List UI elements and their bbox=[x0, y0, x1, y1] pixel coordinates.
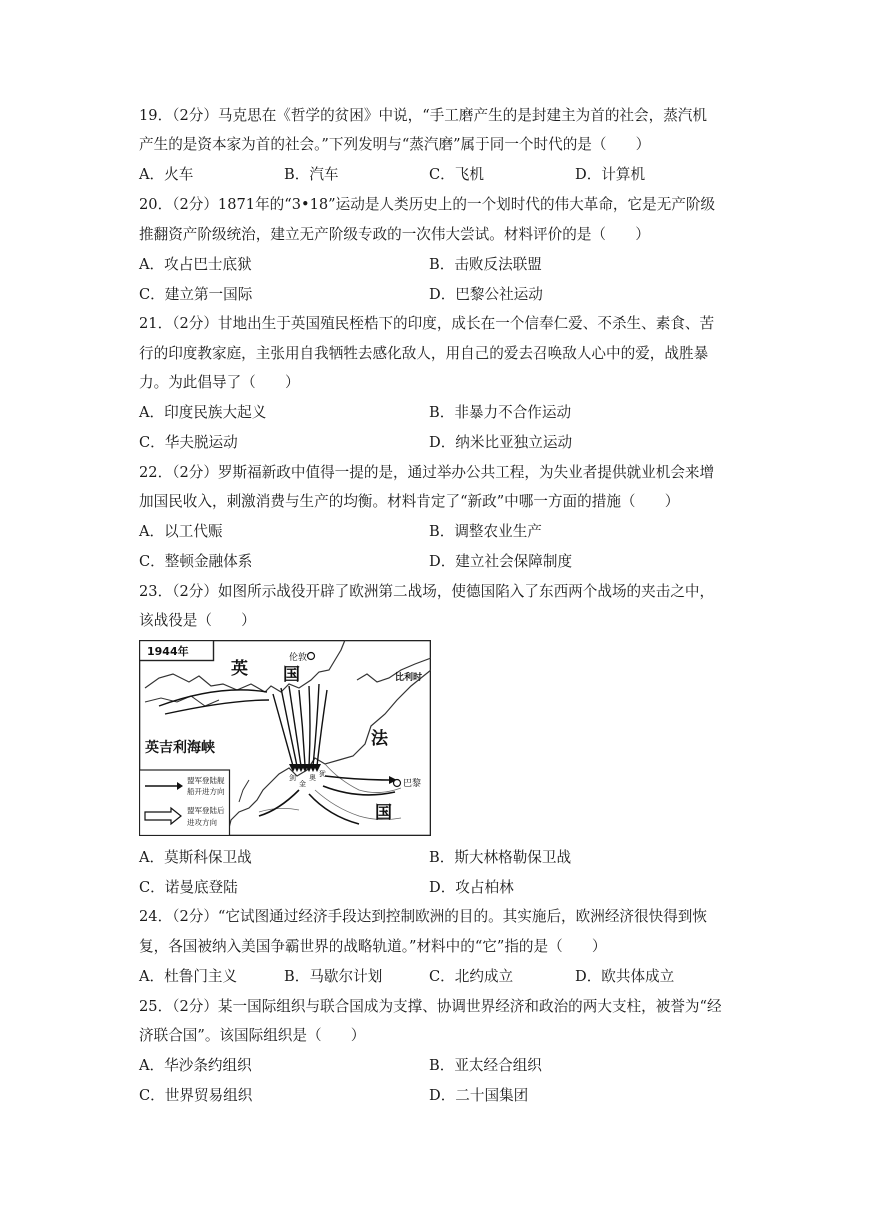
britain-label-2: 国 bbox=[283, 665, 300, 685]
q25-stem-line-2: 济联合国”。该国际组织是（ ） bbox=[139, 1027, 366, 1044]
q21-option-c[interactable]: C．华夫脱运动 bbox=[139, 434, 238, 451]
q20-option-d[interactable]: D．巴黎公社运动 bbox=[429, 286, 543, 303]
q23-stem-line-1: 23．（2分）如图所示战役开辟了欧洲第二战场，使德国陷入了东西两个战场的夹击之中， bbox=[139, 583, 715, 600]
q24-stem-line-2: 复，各国被纳入美国争霸世界的战略轨道。”材料中的“它”指的是（ ） bbox=[139, 938, 607, 955]
map-year: 1944年 bbox=[147, 645, 189, 658]
q20-option-b[interactable]: B．击败反法联盟 bbox=[429, 256, 542, 273]
q19-option-d[interactable]: D．计算机 bbox=[575, 166, 646, 183]
q21-option-b[interactable]: B．非暴力不合作运动 bbox=[429, 404, 572, 421]
london-label: 伦敦 bbox=[289, 653, 308, 663]
legend-advance-1: 盟军登陆后 bbox=[187, 806, 225, 815]
q24-option-c[interactable]: C．北约成立 bbox=[429, 968, 514, 985]
beach-label-4: 犹 bbox=[319, 770, 326, 778]
q22-option-b[interactable]: B．调整农业生产 bbox=[429, 523, 542, 540]
q19-stem-line-1: 19．（2分）马克思在《哲学的贫困》中说，“手工磨产生的是封建主为首的社会，蒸汽机 bbox=[139, 107, 707, 124]
q21-option-d[interactable]: D．纳米比亚独立运动 bbox=[429, 434, 573, 451]
q20-stem-line-1: 20．（2分）1871年的“3•18”运动是人类历史上的一个划时代的伟大革命，它是无产阶级 bbox=[139, 196, 716, 213]
q21-stem-line-1: 21．（2分）甘地出生于英国殖民桎梏下的印度，成长在一个信奉仁爱、不杀生、素食、苦 bbox=[139, 315, 715, 332]
q20-option-c[interactable]: C．建立第一国际 bbox=[139, 286, 253, 303]
beach-label-1: 剑 bbox=[289, 774, 296, 782]
q23-option-d[interactable]: D．攻占柏林 bbox=[429, 879, 514, 896]
london-marker bbox=[308, 653, 315, 660]
q19-stem-line-2: 产生的是资本家为首的社会。”下列发明与“蒸汽磨”属于同一个时代的是（ ） bbox=[139, 136, 651, 153]
legend-landing-1: 盟军登陆舰 bbox=[187, 776, 225, 785]
q22-option-a[interactable]: A．以工代赈 bbox=[139, 523, 223, 540]
q19-option-a[interactable]: A．火车 bbox=[139, 166, 194, 183]
q20-option-a[interactable]: A．攻占巴士底狱 bbox=[139, 256, 252, 273]
q22-stem-line-1: 22．（2分）罗斯福新政中值得一提的是，通过举办公共工程，为失业者提供就业机会来增 bbox=[139, 464, 715, 481]
q22-stem-line-2: 加国民收入，刺激消费与生产的均衡。材料肯定了“新政”中哪一方面的措施（ ） bbox=[139, 493, 680, 510]
q23-stem-line-2: 该战役是（ ） bbox=[139, 612, 256, 629]
q25-option-a[interactable]: A．华沙条约组织 bbox=[139, 1057, 252, 1074]
q20-stem-line-2: 推翻资产阶级统治，建立无产阶级专政的一次伟大尝试。材料评价的是（ ） bbox=[139, 226, 650, 243]
q21-stem-line-2: 行的印度教家庭，主张用自我牺牲去感化敌人，用自己的爱去召唤敌人心中的爱，战胜暴 bbox=[139, 345, 709, 362]
q24-option-a[interactable]: A．杜鲁门主义 bbox=[139, 968, 238, 985]
belgium-label: 比利时 bbox=[395, 673, 423, 683]
q23-option-a[interactable]: A．莫斯科保卫战 bbox=[139, 849, 252, 866]
channel-label: 英吉利海峡 bbox=[145, 740, 215, 756]
beach-label-3: 奥 bbox=[309, 774, 316, 782]
q19-option-c[interactable]: C．飞机 bbox=[429, 166, 484, 183]
q19-option-b[interactable]: B．汽车 bbox=[284, 166, 339, 183]
q25-option-c[interactable]: C．世界贸易组织 bbox=[139, 1087, 253, 1104]
q22-option-d[interactable]: D．建立社会保障制度 bbox=[429, 553, 573, 570]
normandy-map bbox=[139, 640, 431, 836]
q24-option-d[interactable]: D．欧共体成立 bbox=[575, 968, 675, 985]
paris-label: 巴黎 bbox=[403, 779, 422, 789]
q22-option-c[interactable]: C．整顿金融体系 bbox=[139, 553, 253, 570]
paris-marker bbox=[394, 780, 401, 787]
legend-landing-2: 船开进方向 bbox=[187, 787, 225, 796]
q23-option-c[interactable]: C．诺曼底登陆 bbox=[139, 879, 238, 896]
q21-stem-line-3: 力。为此倡导了（ ） bbox=[139, 374, 300, 391]
q25-option-d[interactable]: D．二十国集团 bbox=[429, 1087, 529, 1104]
q21-option-a[interactable]: A．印度民族大起义 bbox=[139, 404, 267, 421]
q24-stem-line-1: 24．（2分）“它试图通过经济手段达到控制欧洲的目的。其实施后，欧洲经济很快得到恢 bbox=[139, 908, 707, 925]
q23-option-b[interactable]: B．斯大林格勒保卫战 bbox=[429, 849, 572, 866]
legend-advance-2: 进攻方向 bbox=[187, 818, 217, 827]
france-label-2: 国 bbox=[375, 803, 392, 823]
france-label-1: 法 bbox=[371, 729, 388, 749]
beach-label-2: 金 bbox=[299, 780, 306, 788]
q25-stem-line-1: 25．（2分）某一国际组织与联合国成为支撑、协调世界经济和政治的两大支柱，被誉为“经 bbox=[139, 998, 722, 1015]
britain-label-1: 英 bbox=[231, 659, 248, 679]
q25-option-b[interactable]: B．亚太经合组织 bbox=[429, 1057, 542, 1074]
q24-option-b[interactable]: B．马歇尔计划 bbox=[284, 968, 383, 985]
